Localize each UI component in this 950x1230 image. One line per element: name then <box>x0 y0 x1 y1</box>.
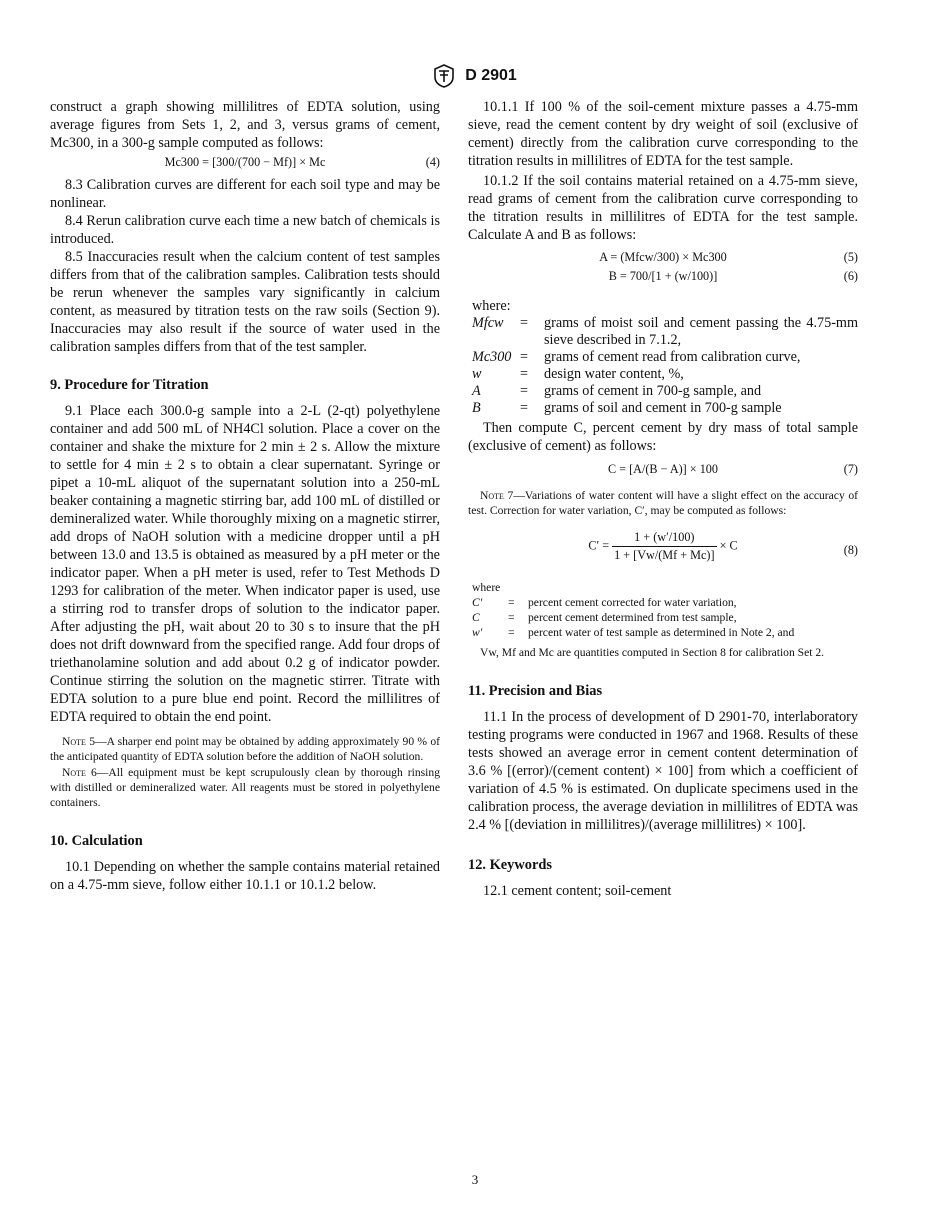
page-number: 3 <box>471 1172 479 1187</box>
definition-symbol: w′ <box>472 626 483 639</box>
equation-5 <box>468 248 858 266</box>
paragraph-12-1: 12.1 cement content; soil-cement <box>483 883 672 899</box>
definition-row <box>472 595 858 610</box>
definition-equals: = <box>508 611 515 624</box>
note-6-label: Note <box>62 766 86 779</box>
where-label: where: <box>472 298 511 314</box>
definition-row <box>472 400 858 417</box>
equation-4 <box>50 153 440 171</box>
equation-6-expr: B = 700/[1 + (w/100)] <box>608 269 718 283</box>
definition-symbol: Mfcw <box>472 315 504 331</box>
paragraph-9-1: 9.1 Place each 300.0-g sample into a 2-L (2-qt) polyethylene container and add 500 mL of NH4Cl solution. Place a cover on the container and shake the mixture for 2 min ± 2 s. Allow the mixture to settle for 4 min ± 2 s to obtain a clear supernatant. Syringe or pipet a 10-mL aliquot of the supernatant solution into a 250-mL beaker containing a magnetic stirring bar, add 100 mL of distilled or demineralized water. While thoroughly mixing on a magnetic stirrer, add drops of NaOH solution with a medicine dropper until a pH between 13.0 and 13.5 is obtained as measured by a pH meter or the indicator paper. When a pH meter is used, refer to Test Methods D 1293 for calibration of the meter. When indicator paper is used, use a stirring rod to transfer drops of solution to the indicator paper. After adjusting the pH, wait about 20 to 30 s to insure that the pH does not drift downward from the specified range. Add four drops of triethanolamine solution and add about 0.2 g of indicator powder. Continue stirring the solution on the magnetic stirrer. Titrate with EDTA solution to a pure blue end point. Record the millilitres of EDTA required to obtain the end point. <box>50 403 440 725</box>
definition-symbol: C′ <box>472 596 483 609</box>
note-5-label: Note <box>62 735 86 748</box>
note-6-text: 6—All equipment must be kept scrupulously clean by thorough rinsing with distilled or demineralized water. All reagents must be stored in polyethylene containers. <box>50 766 440 809</box>
definition-symbol: B <box>472 400 481 416</box>
paragraph-then-compute: Then compute C, percent cement by dry mass of total sample (exclusive of cement) as follows: <box>468 420 858 454</box>
definition-symbol: w <box>472 366 482 382</box>
paragraph-8-4: 8.4 Rerun calibration curve each time a new batch of chemicals is introduced. <box>50 213 440 247</box>
equation-5-number: (5) <box>843 250 858 264</box>
definition-text: grams of soil and cement in 700-g sample <box>544 400 782 416</box>
note-7 <box>468 488 858 518</box>
definition-equals: = <box>520 349 529 365</box>
equation-8 <box>468 530 858 570</box>
definition-row <box>472 610 858 625</box>
equation-8-denominator: 1 + [Vw/(Mf + Mc)] <box>614 548 715 562</box>
definition-text: percent cement corrected for water variation, <box>528 596 737 609</box>
paragraph-10-1: 10.1 Depending on whether the sample contains material retained on a 4.75-mm sieve, follow either 10.1.1 or 10.1.2 below. <box>50 859 440 893</box>
section-heading-12: 12. Keywords <box>468 857 552 873</box>
equation-6 <box>468 267 858 285</box>
equation-8-rhs: × C <box>719 538 738 553</box>
note-5-text: 5—A sharper end point may be obtained by adding approximately 90 % of the anticipated quantity of EDTA solution before the addition of NaOH solution. <box>50 735 440 763</box>
equation-8-numerator: 1 + (w′/100) <box>612 530 716 547</box>
standard-designation: D 2901 <box>465 67 517 84</box>
definition-equals: = <box>520 383 529 399</box>
definition-symbol: A <box>472 383 481 399</box>
equation-8-lhs: C′ = <box>588 538 610 553</box>
definition-equals: = <box>520 315 529 331</box>
where-label-2: where <box>472 581 501 594</box>
equation-7-number: (7) <box>843 462 858 476</box>
equation-5-expr: A = (Mfcw/300) × Mc300 <box>599 250 727 264</box>
note-7-text: 7—Variations of water content will have a slight effect on the accuracy of test. Correction for water variation, C′, may be computed as follows: <box>468 489 858 517</box>
note-5 <box>50 734 440 764</box>
definition-text: grams of cement in 700-g sample, and <box>544 383 762 399</box>
definition-text: design water content, %, <box>544 366 684 382</box>
definition-row <box>472 366 858 383</box>
definition-symbol: Mc300 <box>472 349 512 365</box>
equation-6-number: (6) <box>843 269 858 283</box>
note-7-label: Note <box>480 489 504 502</box>
equation-4-number: (4) <box>425 155 440 169</box>
definition-symbol: C <box>472 611 480 624</box>
left-column <box>50 98 440 894</box>
definition-equals: = <box>508 626 515 639</box>
definition-equals: = <box>508 596 515 609</box>
definition-text: grams of cement read from calibration curve, <box>544 349 801 365</box>
page-header <box>0 64 950 88</box>
section-heading-9: 9. Procedure for Titration <box>50 377 209 393</box>
intro-paragraph: construct a graph showing millilitres of EDTA solution, using average figures from Sets 1, 2, and 3, versus grams of cement, Mc300, in a 300-g sample computed as follows: <box>50 99 440 151</box>
definition-row <box>472 349 858 366</box>
definition-text: grams of moist soil and cement passing the 4.75-mm sieve described in 7.1.2, <box>544 315 858 348</box>
definition-text: percent cement determined from test sample, <box>528 611 737 624</box>
paragraph-10-1-1: 10.1.1 If 100 % of the soil-cement mixture passes a 4.75-mm sieve, read the cement content by dry weight of soil (exclusive of cement) directly from the calibration curve corresponding to the titration results in millilitres of EDTA for the test sample. <box>468 99 858 169</box>
definition-row <box>472 383 858 400</box>
paragraph-8-5: 8.5 Inaccuracies result when the calcium content of test samples differs from that of the calibration samples. Calibration tests should be rerun whenever the samples vary significantly in calcium content, as measured by titration tests on the raw soils (Section 9). Inaccuracies may also result if the source of water used in the calibration samples differs from that of the test sampler. <box>50 249 440 355</box>
paragraph-8-3: 8.3 Calibration curves are different for each soil type and may be nonlinear. <box>50 177 440 211</box>
definitions-table-2 <box>472 595 858 640</box>
quantities-note: Vw, Mf and Mc are quantities computed in Section 8 for calibration Set 2. <box>480 646 825 659</box>
equation-7 <box>468 460 858 478</box>
paragraph-11-1: 11.1 In the process of development of D 2901-70, interlaboratory testing programs were conducted in 1967 and 1968. Results of these tests showed an average error in cement content determination of 3.6 % [(error)/(cement content) × 100] from which a coefficient of variation of 4.5 % is estimated. On duplicate specimens used in the calibration process, the average deviation in millilitres of EDTA was 2.4 % [(deviation in millilitres)/(average millilitres) × 100]. <box>468 709 858 833</box>
definition-row <box>472 625 858 640</box>
section-heading-10: 10. Calculation <box>50 833 143 849</box>
definition-equals: = <box>520 400 529 416</box>
astm-logo-icon <box>433 64 455 88</box>
equation-4-expr: Mc300 = [300/(700 − Mf)] × Mc <box>164 155 326 169</box>
right-column <box>468 98 858 900</box>
equation-8-expr <box>468 530 858 563</box>
definition-text: percent water of test sample as determined in Note 2, and <box>528 626 795 639</box>
equation-8-number: (8) <box>843 543 858 557</box>
equation-8-fraction <box>612 530 716 563</box>
paragraph-10-1-2: 10.1.2 If the soil contains material retained on a 4.75-mm sieve, read grams of cement from the calibration curve corresponding to the titration results in millilitres of EDTA for the test sample. Calculate A and B as follows: <box>468 173 858 243</box>
definitions-table <box>472 315 858 417</box>
definition-equals: = <box>520 366 529 382</box>
note-6 <box>50 765 440 810</box>
section-heading-11: 11. Precision and Bias <box>468 683 603 699</box>
definition-row <box>472 315 858 349</box>
equation-7-expr: C = [A/(B − A)] × 100 <box>608 462 718 476</box>
